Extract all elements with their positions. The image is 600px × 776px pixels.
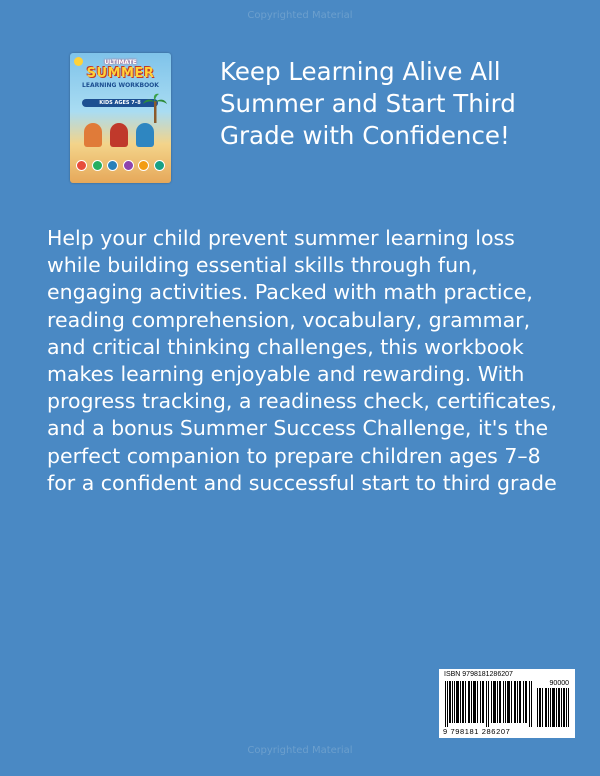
cover-badges bbox=[76, 160, 165, 171]
children-illustration bbox=[84, 117, 156, 147]
isbn-label: ISBN 9798181286207 bbox=[444, 671, 513, 678]
cover-age-banner: KIDS AGES 7–8 bbox=[82, 99, 158, 107]
cover-title-line-1: ULTIMATE bbox=[104, 59, 137, 66]
barcode-addon-bars bbox=[537, 688, 569, 727]
back-cover-heading: Keep Learning Alive All Summer and Start Third Grade with Confidence! bbox=[220, 57, 516, 150]
price-code: 90000 bbox=[549, 680, 569, 687]
copyright-watermark-bottom: Copyrighted Material bbox=[247, 745, 353, 756]
book-description: Help your child prevent summer learning loss while building essential skills through fun, engaging activities. Packed with math practice, reading comprehension, vocabulary, grammar, and critical thinking challenges, this workbook makes learning enjoyable and rewarding. With progress tracking, a readiness check, certificates, and a bonus Summer Success Challenge, it's the perfect companion to prepare children ages 7–8 for a confident and successful start to third grade bbox=[47, 226, 558, 495]
cover-title-line-3: LEARNING WORKBOOK bbox=[82, 82, 159, 89]
cover-title-line-2: SUMMER bbox=[86, 66, 155, 81]
isbn-digits: 9 798181 286207 bbox=[443, 727, 511, 736]
book-cover-thumbnail bbox=[70, 53, 171, 183]
copyright-watermark-top: Copyrighted Material bbox=[247, 10, 353, 21]
barcode-main-bars bbox=[445, 681, 532, 727]
isbn-barcode bbox=[439, 669, 575, 738]
